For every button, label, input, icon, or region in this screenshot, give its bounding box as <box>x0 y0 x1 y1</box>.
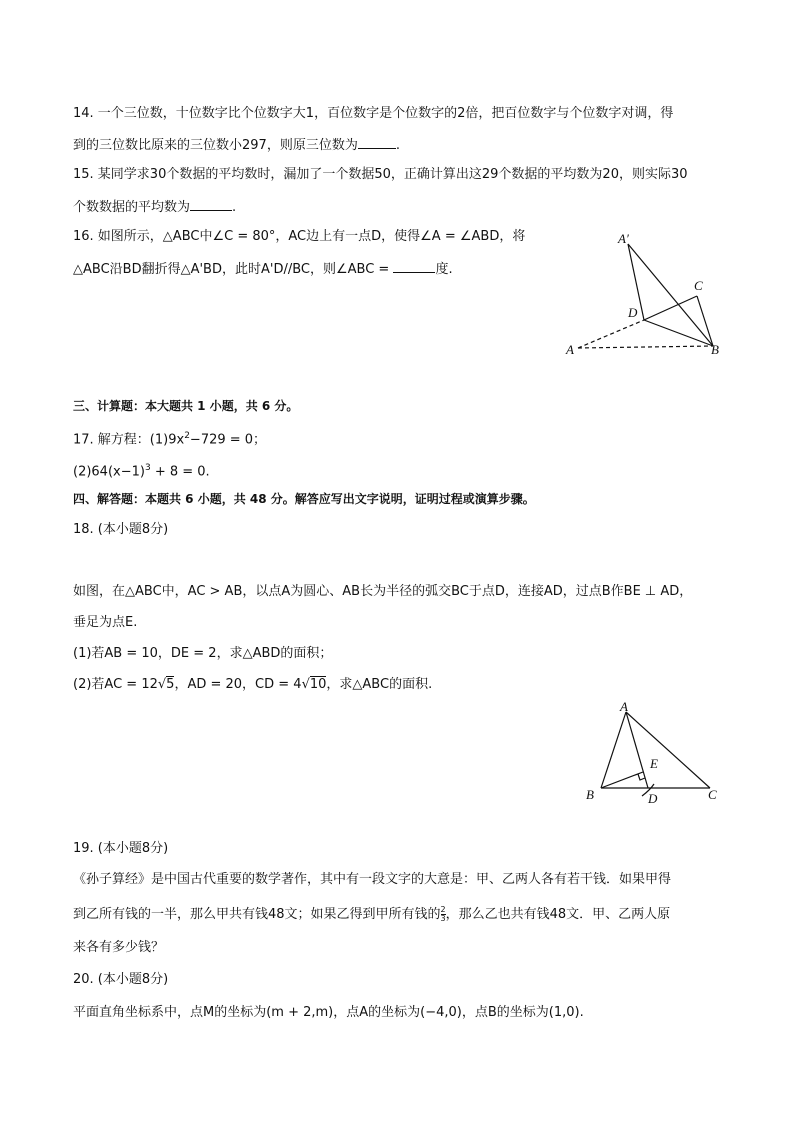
q16-label-aprime: A′ <box>618 231 629 246</box>
q16-line2 <box>73 260 453 278</box>
q19-line3: 来各有多少钱？ <box>73 940 165 955</box>
q14-answer-blank[interactable] <box>358 136 396 149</box>
q14-end: . <box>395 138 400 153</box>
q15-text: 个数数据的平均数为 <box>73 200 191 215</box>
q17-line2 <box>73 460 210 480</box>
q18-label-a: A <box>620 700 628 714</box>
q18-label-d: D <box>648 791 658 806</box>
sqrt-sign: √ <box>157 677 167 692</box>
q17-line1 <box>73 428 266 448</box>
q18-seg-b-e <box>601 772 643 788</box>
q16-seg-a-b-dashed <box>578 346 713 348</box>
section3-heading: 三、计算题：本大题共 1 小题，共 6 分。 <box>73 399 299 413</box>
q18-label-e: E <box>650 756 658 771</box>
q16-line1: 16. 如图所示，△ABC中∠C = 80°，AC边上有一点D，使得∠A = ∠ABD，将 <box>73 229 526 244</box>
q18-figure <box>580 700 730 810</box>
q15-answer-blank[interactable] <box>190 198 232 211</box>
q16-text: △ABC沿BD翻折得△A'BD，此时A'D//BC，则∠ABC = <box>73 262 394 277</box>
q15-end: . <box>232 200 237 215</box>
q16-answer-blank[interactable] <box>393 260 435 273</box>
q17-eq2-exp: 3 <box>144 463 151 473</box>
q16-seg-a-d-dashed <box>578 320 644 348</box>
q19-line2-a: 到乙所有钱的一半，那么甲共有钱48文；如果乙得到甲所有钱的 <box>73 907 441 922</box>
q20-title: 20. (本小题8分) <box>73 972 169 987</box>
q16-seg-c-b <box>697 296 713 346</box>
q19-line1: 《孙子算经》是中国古代重要的数学著作，其中有一段文字的大意是：甲、乙两人各有若干钱．如果甲得 <box>73 872 672 887</box>
section4-heading: 四、解答题：本题共 6 小题，共 48 分。解答应写出文字说明，证明过程或演算步骤。 <box>73 492 535 506</box>
q18-line4 <box>73 677 432 693</box>
q18-line4-c: ，求△ABC的面积. <box>326 677 433 692</box>
q15-line1: 15. 某同学求30个数据的平均数时，漏加了一个数据50，正确计算出这29个数据的平均数为20，则实际30 <box>73 167 688 182</box>
q18-line4-b: ，AD = 20，CD = 4 <box>174 677 302 692</box>
q14-line1: 14. 一个三位数，十位数字比个位数字大1，百位数字是个位数字的2倍，把百位数字与个位数字对调，得 <box>73 106 674 121</box>
q16-seg-aprime-b <box>628 244 713 346</box>
q17-eq1-exp: 2 <box>184 431 190 441</box>
q19-title: 19. (本小题8分) <box>73 841 169 856</box>
q18-label-c: C <box>708 787 717 802</box>
q19-line2-b: ，那么乙也共有钱48文．甲、乙两人原 <box>445 907 671 922</box>
q17-eq2-b: + 8 = 0. <box>150 464 210 480</box>
q16-label-b: B <box>711 342 719 357</box>
q14-line2 <box>73 136 400 154</box>
q18-title: 18. (本小题8分) <box>73 522 169 537</box>
q16-label-d: D <box>628 305 638 320</box>
q18-radicand-1: 5 <box>166 677 175 692</box>
q19-frac-num: 2 <box>440 905 446 914</box>
q18-seg-a-b <box>601 712 626 788</box>
q17-eq1-b: −729 = 0； <box>189 432 267 448</box>
q18-line4-a: (2)若AC = 12 <box>73 677 158 692</box>
q16-end: 度. <box>435 262 453 277</box>
q17-eq2-a: (2)64(x−1) <box>73 464 145 480</box>
q19-line2 <box>73 906 670 923</box>
q16-label-a: A <box>566 342 574 357</box>
sqrt-sign: √ <box>301 677 310 692</box>
q16-figure <box>560 226 730 361</box>
q18-line3: (1)若AB = 10，DE = 2，求△ABD的面积； <box>73 646 333 661</box>
q18-line1: 如图，在△ABC中，AC > AB，以点A为圆心、AB长为半径的弧交BC于点D，连接AD，过点B作BE ⊥ AD， <box>73 584 693 599</box>
q17-eq1-a: 17. 解方程：(1)9x <box>73 432 185 448</box>
q18-line2: 垂足为点E. <box>73 615 138 630</box>
q19-frac-den: 3 <box>440 914 446 923</box>
q20-line1: 平面直角坐标系中，点M的坐标为(m + 2,m)，点A的坐标为(−4,0)，点B的坐标为(1,0). <box>73 1005 584 1020</box>
q15-line2 <box>73 198 236 216</box>
q16-label-c: C <box>694 278 703 293</box>
q18-label-b: B <box>586 787 594 802</box>
q18-radicand-2: 10 <box>309 677 327 692</box>
q14-text: 到的三位数比原来的三位数小297，则原三位数为 <box>73 138 358 153</box>
